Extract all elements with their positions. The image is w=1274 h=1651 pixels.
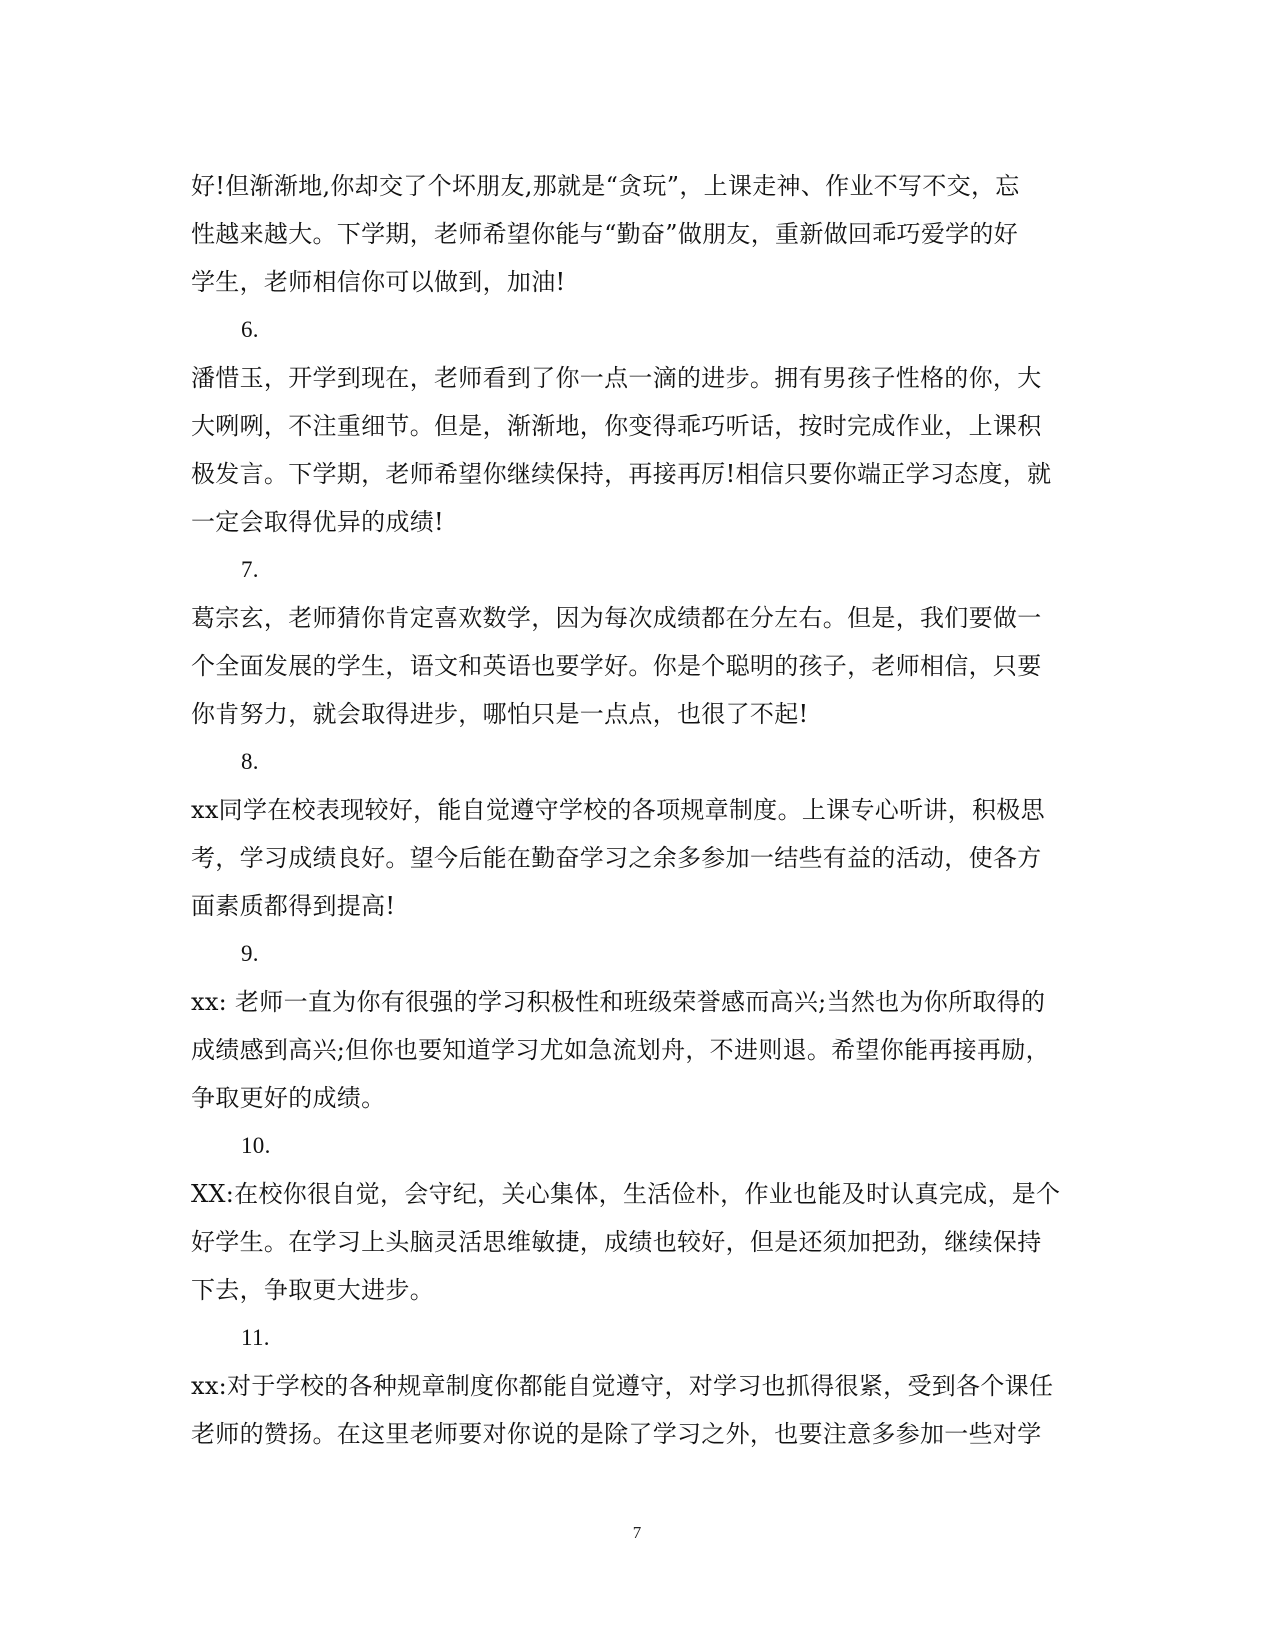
- item-number: 10.: [241, 1133, 271, 1158]
- text-line: 学生，老师相信你可以做到，加油!: [191, 268, 566, 296]
- item-number: 6.: [241, 317, 259, 342]
- text-line: 面素质都得到提高!: [191, 892, 396, 920]
- text-line: 极发言。下学期，老师希望你继续保持，再接再厉!相信只要你端正学习态度，就: [191, 460, 1052, 488]
- document-body: [191, 162, 1081, 1458]
- text-line: 争取更好的成绩。: [191, 1084, 386, 1112]
- text-line: 好!但渐渐地,你却交了个坏朋友,那就是“贪玩”，上课走神、作业不写不交，忘: [191, 172, 1020, 200]
- text-line: 好学生。在学习上头脑灵活思维敏捷，成绩也较好，但是还须加把劲，继续保持: [191, 1228, 1042, 1256]
- item-number: 9.: [241, 941, 259, 966]
- text-line: xx:对于学校的各种规章制度你都能自觉遵守，对学习也抓得很紧，受到各个课任: [191, 1372, 1054, 1400]
- text-line: 你肯努力，就会取得进步，哪怕只是一点点，也很了不起!: [191, 700, 809, 728]
- text-line: 潘惜玉，开学到现在，老师看到了你一点一滴的进步。拥有男孩子性格的你，大: [191, 364, 1042, 392]
- text-line: 一定会取得优异的成绩!: [191, 508, 444, 536]
- text-line: xx: 老师一直为你有很强的学习积极性和班级荣誉感而高兴;当然也为你所取得的: [191, 988, 1046, 1016]
- text-line: 大咧咧，不注重细节。但是，渐渐地，你变得乖巧听话，按时完成作业，上课积: [191, 412, 1042, 440]
- item-number: 11.: [241, 1325, 270, 1350]
- page-number: 7: [632, 1523, 642, 1542]
- text-line: 老师的赞扬。在这里老师要对你说的是除了学习之外，也要注意多参加一些对学: [191, 1420, 1042, 1448]
- text-line: 考，学习成绩良好。望今后能在勤奋学习之余多参加一结些有益的活动，使各方: [191, 844, 1042, 872]
- text-line: XX:在校你很自觉，会守纪，关心集体，生活俭朴，作业也能及时认真完成，是个: [191, 1180, 1061, 1208]
- text-line: 葛宗玄，老师猜你肯定喜欢数学，因为每次成绩都在分左右。但是，我们要做一: [191, 604, 1042, 632]
- item-number: 8.: [241, 749, 259, 774]
- text-line: 成绩感到高兴;但你也要知道学习尤如急流划舟，不进则退。希望你能再接再励，: [191, 1036, 1050, 1064]
- text-line: 性越来越大。下学期，老师希望你能与“勤奋”做朋友，重新做回乖巧爱学的好: [191, 220, 1019, 248]
- text-line: 个全面发展的学生，语文和英语也要学好。你是个聪明的孩子，老师相信，只要: [191, 652, 1042, 680]
- text-line: 下去，争取更大进步。: [191, 1276, 434, 1304]
- item-number: 7.: [241, 557, 259, 582]
- text-line: xx同学在校表现较好，能自觉遵守学校的各项规章制度。上课专心听讲，积极思: [191, 796, 1045, 824]
